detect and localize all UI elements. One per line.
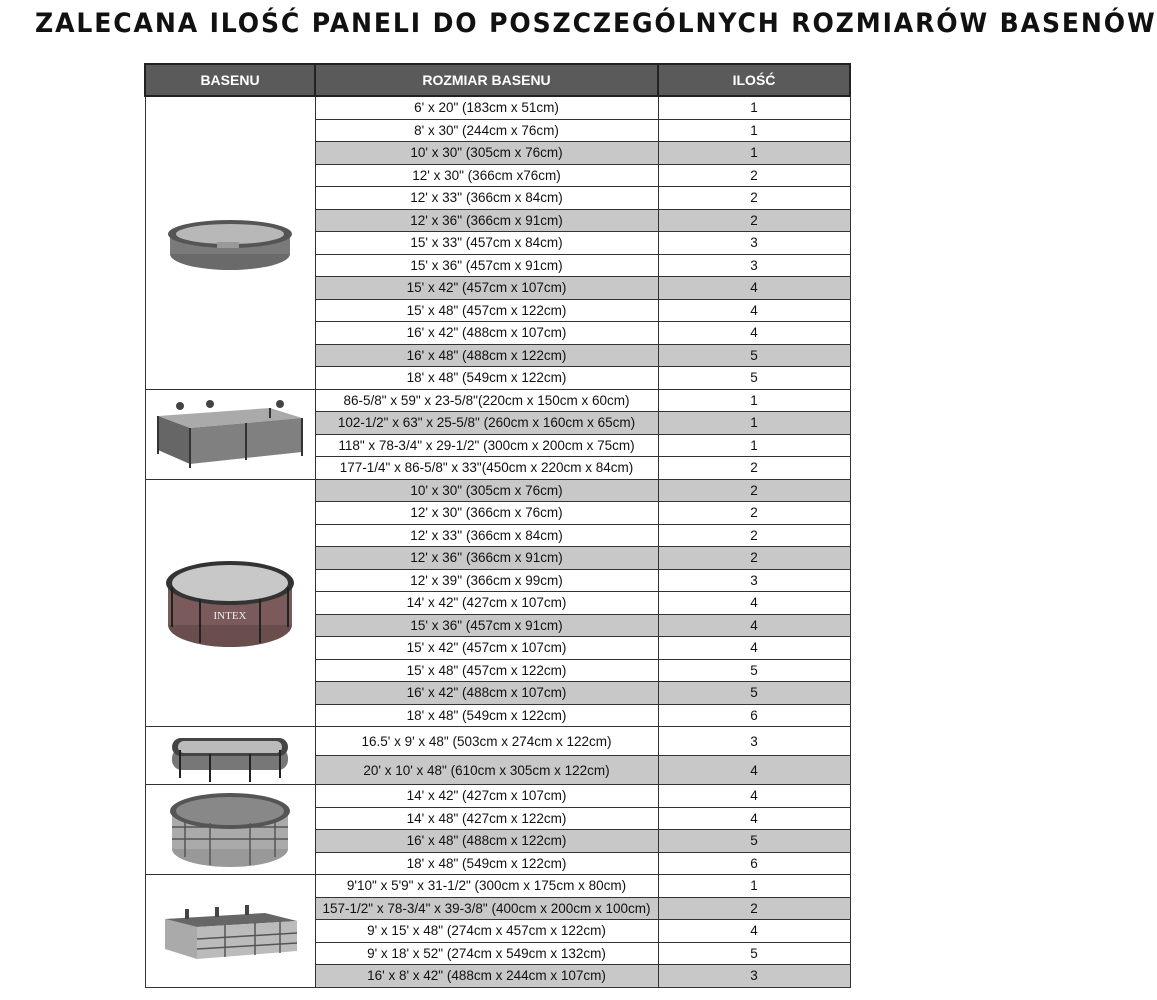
panel-qty-cell: 1	[658, 875, 850, 898]
pool-image-cell	[145, 785, 315, 875]
pool-size-cell: 8' x 30" (244cm x 76cm)	[315, 119, 658, 142]
page-title: ZALECANA ILOŚĆ PANELI DO POSZCZEGÓLNYCH ROZMIARÓW BASENÓW	[35, 8, 1157, 39]
pool-size-cell: 16' x 48" (488cm x 122cm)	[315, 344, 658, 367]
panel-qty-cell: 1	[658, 434, 850, 457]
header-qty: ILOŚĆ	[658, 64, 850, 96]
pool-size-cell: 9'10" x 5'9" x 31-1/2" (300cm x 175cm x 80cm)	[315, 875, 658, 898]
panel-qty-cell: 6	[658, 704, 850, 727]
pool-size-cell: 12' x 36'' (366cm x 91cm)	[315, 209, 658, 232]
header-pool: BASENU	[145, 64, 315, 96]
panel-qty-cell: 5	[658, 367, 850, 390]
panel-qty-cell: 2	[658, 187, 850, 210]
pool-size-cell: 12' x 33'' (366cm x 84cm)	[315, 187, 658, 210]
pool-size-cell: 18' x 48" (549cm x 122cm)	[315, 704, 658, 727]
panel-qty-cell: 4	[658, 277, 850, 300]
pool-size-cell: 20' x 10' x 48" (610cm x 305cm x 122cm)	[315, 756, 658, 785]
pool-size-cell: 9' x 15' x 48" (274cm x 457cm x 122cm)	[315, 920, 658, 943]
panel-qty-cell: 4	[658, 785, 850, 808]
pool-size-cell: 12' x 36'' (366cm x 91cm)	[315, 547, 658, 570]
pool-size-cell: 102-1/2" x 63" x 25-5/8" (260cm x 160cm x 65cm)	[315, 412, 658, 435]
pool-size-cell: 15' x 42" (457cm x 107cm)	[315, 637, 658, 660]
table-row	[145, 875, 850, 898]
ultra-frame-rectangular-pool-icon	[146, 897, 315, 965]
panel-qty-cell: 2	[658, 502, 850, 525]
pool-size-cell: 16' x 42" (488cm x 107cm)	[315, 322, 658, 345]
pool-size-cell: 15' x 48" (457cm x 122cm)	[315, 659, 658, 682]
pool-size-cell: 15' x 36" (457cm x 91cm)	[315, 254, 658, 277]
pool-size-cell: 16' x 42" (488cm x 107cm)	[315, 682, 658, 705]
panel-table	[144, 63, 851, 988]
panel-qty-cell: 4	[658, 614, 850, 637]
pool-size-cell: 177-1/4" x 86-5/8" x 33"(450cm x 220cm x 84cm)	[315, 457, 658, 480]
round-metal-frame-pool-icon	[146, 553, 315, 653]
pool-image-cell	[145, 875, 315, 988]
panel-qty-cell: 2	[658, 164, 850, 187]
panel-qty-cell: 5	[658, 659, 850, 682]
svg-text:INTEX: INTEX	[213, 609, 247, 622]
header-size: ROZMIAR BASENU	[315, 64, 658, 96]
pool-size-cell: 15' x 36" (457cm x 91cm)	[315, 614, 658, 637]
panel-qty-cell: 3	[658, 232, 850, 255]
panel-qty-cell: 1	[658, 142, 850, 165]
pool-size-cell: 10' x 30" (305cm x 76cm)	[315, 479, 658, 502]
table-row	[145, 727, 850, 756]
panel-qty-cell: 2	[658, 547, 850, 570]
pool-size-cell: 12' x 30" (366cm x 76cm)	[315, 502, 658, 525]
pool-size-cell: 18' x 48" (549cm x 122cm)	[315, 852, 658, 875]
panel-qty-cell: 4	[658, 637, 850, 660]
pool-image-cell	[145, 96, 315, 389]
pool-size-cell: 14' x 48" (427cm x 122cm)	[315, 807, 658, 830]
pool-size-cell: 157-1/2" x 78-3/4" x 39-3/8" (400cm x 200cm x 100cm)	[315, 897, 658, 920]
panel-qty-cell: 5	[658, 682, 850, 705]
oval-frame-pool-icon	[146, 728, 315, 784]
pool-size-cell: 9' x 18' x 52" (274cm x 549cm x 132cm)	[315, 942, 658, 965]
panel-qty-cell: 1	[658, 389, 850, 412]
pool-size-cell: 86-5/8" x 59" x 23-5/8"(220cm x 150cm x 60cm)	[315, 389, 658, 412]
pool-image-cell	[145, 389, 315, 479]
pool-image-cell	[145, 727, 315, 785]
table-row	[145, 785, 850, 808]
ultra-frame-round-pool-icon	[146, 789, 315, 871]
table-row	[145, 389, 850, 412]
pool-size-cell: 12' x 30" (366cm x76cm)	[315, 164, 658, 187]
panel-qty-cell: 3	[658, 727, 850, 756]
panel-qty-cell: 2	[658, 897, 850, 920]
table-row	[145, 479, 850, 502]
rectangular-frame-pool-icon	[146, 394, 315, 474]
panel-qty-cell: 4	[658, 920, 850, 943]
pool-size-cell: 6' x 20" (183cm x 51cm)	[315, 96, 658, 119]
pool-size-cell: 16.5' x 9' x 48" (503cm x 274cm x 122cm)	[315, 727, 658, 756]
pool-size-cell: 18' x 48" (549cm x 122cm)	[315, 367, 658, 390]
easy-set-pool-icon	[146, 212, 315, 274]
panel-qty-cell: 2	[658, 209, 850, 232]
panel-qty-cell: 5	[658, 942, 850, 965]
panel-qty-cell: 4	[658, 807, 850, 830]
pool-size-cell: 15' x 33" (457cm x 84cm)	[315, 232, 658, 255]
table-row	[145, 96, 850, 119]
panel-qty-cell: 3	[658, 254, 850, 277]
pool-size-cell: 16' x 48" (488cm x 122cm)	[315, 830, 658, 853]
panel-qty-cell: 1	[658, 119, 850, 142]
pool-size-cell: 118" x 78-3/4" x 29-1/2" (300cm x 200cm x 75cm)	[315, 434, 658, 457]
panel-qty-cell: 2	[658, 479, 850, 502]
panel-qty-cell: 2	[658, 457, 850, 480]
panel-qty-cell: 5	[658, 830, 850, 853]
pool-size-cell: 14' x 42" (427cm x 107cm)	[315, 785, 658, 808]
panel-qty-cell: 5	[658, 344, 850, 367]
pool-size-cell: 14' x 42" (427cm x 107cm)	[315, 592, 658, 615]
panel-qty-cell: 4	[658, 322, 850, 345]
panel-qty-cell: 4	[658, 299, 850, 322]
panel-qty-cell: 4	[658, 592, 850, 615]
pool-size-cell: 12' x 39'' (366cm x 99cm)	[315, 569, 658, 592]
pool-size-cell: 12' x 33'' (366cm x 84cm)	[315, 524, 658, 547]
pool-image-cell	[145, 479, 315, 727]
panel-qty-cell: 3	[658, 965, 850, 988]
panel-qty-cell: 2	[658, 524, 850, 547]
panel-qty-cell: 6	[658, 852, 850, 875]
panel-qty-cell: 1	[658, 412, 850, 435]
panel-qty-cell: 4	[658, 756, 850, 785]
pool-size-cell: 10' x 30" (305cm x 76cm)	[315, 142, 658, 165]
panel-qty-cell: 3	[658, 569, 850, 592]
pool-size-cell: 15' x 48" (457cm x 122cm)	[315, 299, 658, 322]
table-header-row	[145, 64, 850, 96]
pool-size-cell: 15' x 42" (457cm x 107cm)	[315, 277, 658, 300]
pool-size-cell: 16' x 8' x 42" (488cm x 244cm x 107cm)	[315, 965, 658, 988]
panel-qty-cell: 1	[658, 96, 850, 119]
